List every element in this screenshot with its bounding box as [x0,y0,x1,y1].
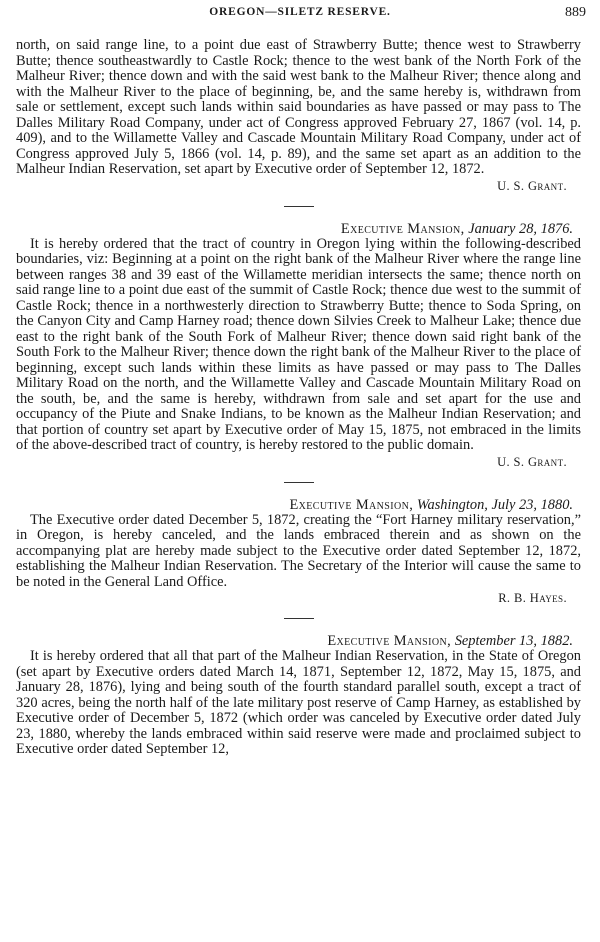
section-divider [284,206,314,207]
order-3-dateline [16,497,573,513]
order-3-dateline-place: Executive Mansion, [289,496,414,513]
page-header [0,6,600,24]
order-3-text: The Executive order dated December 5, 1872, creating the “Fort Harney military reservation,” in Oregon, is hereby canceled, and the lands embraced therein and as shown on the accompanying plat are hereby made subject to the Executive order dated September 12, 1872, establishing the Malheur Indian Reservation. The Secretary of the Interior will cause the same to be noted in the General Land Office. [16,511,581,590]
order-2-signature: U. S. Grant. [497,454,567,469]
section-divider [284,618,314,619]
order-3-signature: R. B. Hayes. [498,591,567,605]
page-number: 889 [565,5,586,20]
page-body [16,38,581,758]
section-divider [284,482,314,483]
order-4-dateline-place: Executive Mansion, [327,633,452,649]
order-3-dateline-date: Washington, July 23, 1880. [416,496,573,513]
order-1-signature: U. S. Grant. [497,178,567,193]
order-2-dateline-place: Executive Mansion, [340,220,465,237]
running-head: OREGON—SILETZ RESERVE. [209,6,391,18]
order-4-text: It is hereby ordered that all that part of the Malheur Indian Reservation, in the State of Oregon (set apart by Executive orders dated March 14, 1871, September 12, 1872, May 15, 1875, and January 28, 1876), lying and being south of the fourth standard parallel south, except a tract of 320 acres, being the north half of the late military post reserve of Camp Harney, as established by Executive order of December 5, 1872 (which order was canceled by Executive order dated July 23, 1880, whereby the lands embraced within said reserve were made and proclaimed subject to Executive order dated September 12, [16,648,581,757]
order-4-dateline [16,633,573,649]
order-2-dateline-date: January 28, 1876. [468,220,573,237]
order-2-dateline [16,221,573,237]
order-2-text: It is hereby ordered that the tract of country in Oregon lying within the following-described boundaries, viz: Beginning at a point on the right bank of the Malheur River where the range line between ranges 38 and 39 east of the Willamette meridian intersects the same; thence north on said range line to a point due east of the summit of Castle Rock; thence due west to the summit of Castle Rock; thence in a northwesterly direction to Strawberry Butte; thence to Soda Spring, on the Canyon City and Camp Harney road; thence down Silvies Creek to Malheur Lake; thence due east to the right bank of the South Fork of Malheur River; thence down said right bank of the South Fork to the Malheur River; thence down the right bank of the Malheur River to the place of beginning, except such lands within these limits as have passed or may pass to The Dalles Military Road on the north, and the Willamette Valley and Cascade Mountain Military Road on the south, be, and the same is hereby, withdrawn from sale and set apart for the use and occupancy of the Piute and Snake Indians, to be known as the Malheur Indian Reservation; and that portion of country set apart by Executive order of May 15, 1875, not embraced in the limits of the above-described tract of country, is hereby restored to the public domain. [16,235,581,453]
order-4-dateline-date: September 13, 1882. [454,633,573,649]
order-1-text: north, on said range line, to a point due east of Strawberry Butte; thence west to Strawberry Butte; thence southeastwardly to Castle Rock; thence to the west bank of the North Fork of the Malheur River; thence down and with the said west bank to the Malheur River; thence along and with the Malheur River to the place of beginning, be, and the same hereby is, withdrawn from sale or settlement, except such lands within said boundaries as have passed or may pass to The Dalles Military Road Company, under act of Congress approved February 27, 1867 (vol. 14, p. 409), and to the Willamette Valley and Cascade Mountain Military Road Company, under act of Congress approved July 5, 1866 (vol. 14, p. 89), and the same set apart as an addition to the Malheur Indian Reservation, set apart by Executive order of September 12, 1872. [16,37,581,177]
